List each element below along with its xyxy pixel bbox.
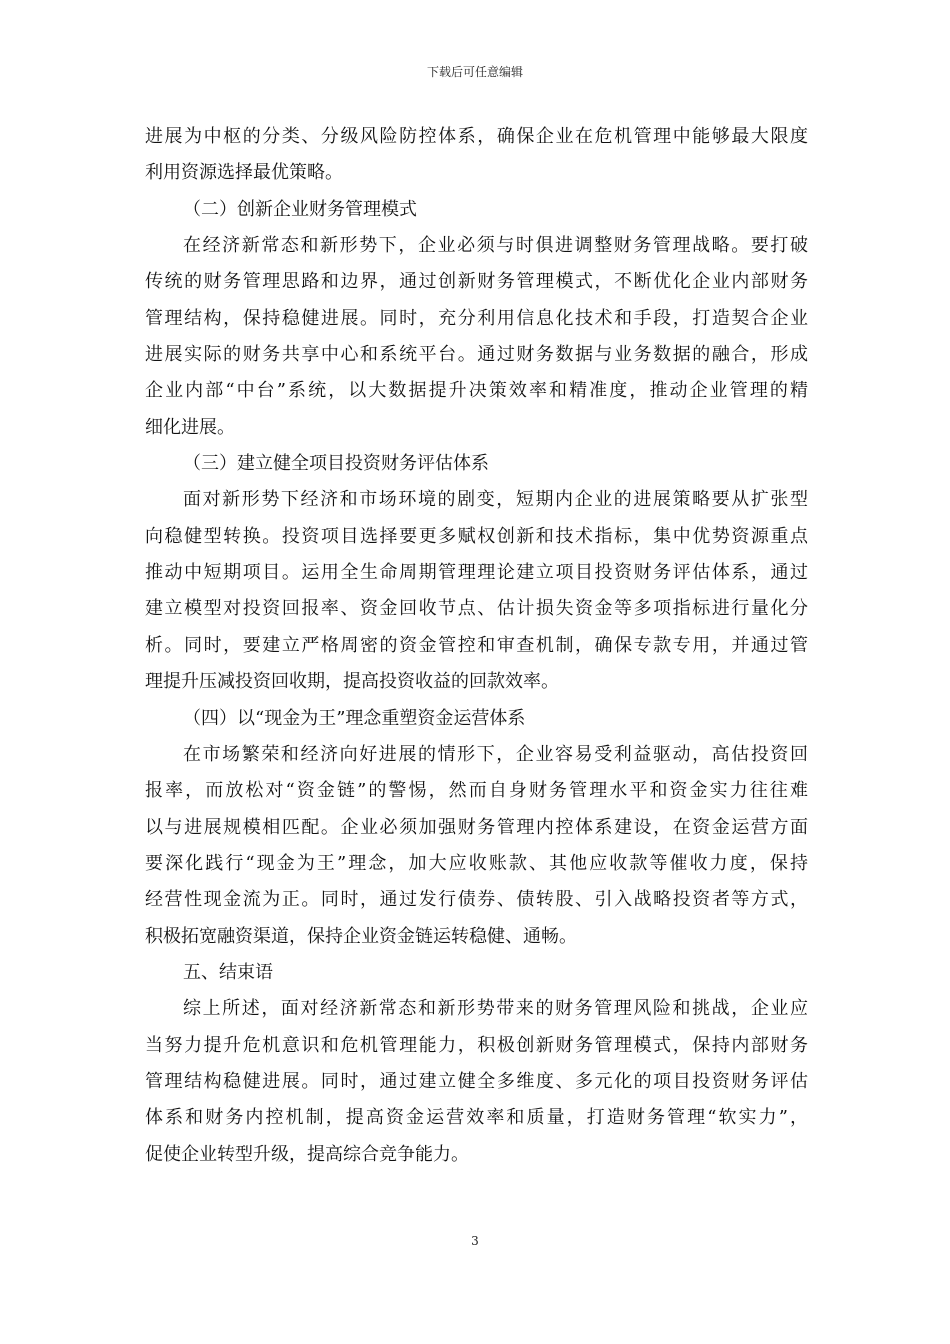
- text-line: 进展实际的财务共享中心和系统平台。通过财务数据与业务数据的融合，形成: [145, 344, 808, 366]
- section-heading-3: [145, 446, 808, 482]
- text-line: 析。同时，要建立严格周密的资金管控和审查机制，确保专款专用，并通过管: [145, 634, 808, 656]
- text-line: 管理结构稳健进展。同时，通过建立健全多维度、多元化的项目投资财务评估: [145, 1070, 808, 1092]
- heading-text: （二）创新企业财务管理模式: [183, 198, 417, 220]
- text-line: 积极拓宽融资渠道，保持企业资金链运转稳健、通畅。: [145, 925, 577, 947]
- section-heading-5: [145, 955, 808, 991]
- text-line: 面对新形势下经济和市场环境的剧变，短期内企业的进展策略要从扩张型: [183, 489, 808, 511]
- paragraph-innovation: [145, 228, 808, 446]
- section-heading-4: [145, 701, 808, 737]
- paragraph-continuation: [145, 119, 808, 192]
- text-line: 体系和财务内控机制，提高资金运营效率和质量，打造财务管理“软实力”，: [145, 1107, 808, 1129]
- text-line: 要深化践行“现金为王”理念，加大应收账款、其他应收款等催收力度，保持: [145, 852, 808, 874]
- text-line: 建立模型对投资回报率、资金回收节点、估计损失资金等多项指标进行量化分: [145, 598, 808, 620]
- text-line: 在经济新常态和新形势下，企业必须与时俱进调整财务管理战略。要打破: [183, 235, 808, 257]
- paragraph-conclusion: [145, 991, 808, 1173]
- text-line: 经营性现金流为正。同时，通过发行债券、债转股、引入战略投资者等方式，: [145, 889, 808, 911]
- paragraph-cash: [145, 737, 808, 955]
- text-line: 在市场繁荣和经济向好进展的情形下，企业容易受利益驱动，高估投资回: [183, 743, 808, 765]
- paragraph-investment: [145, 482, 808, 700]
- text-line: 进展为中枢的分类、分级风险防控体系，确保企业在危机管理中能够最大限度: [145, 126, 808, 147]
- text-line: 企业内部“中台”系统，以大数据提升决策效率和精准度，推动企业管理的精: [145, 380, 808, 402]
- page-header: 下载后可任意编辑: [426, 65, 523, 79]
- text-line: 报率，而放松对“资金链”的警惕，然而自身财务管理水平和资金实力往往难: [145, 780, 808, 802]
- section-heading-2: [145, 192, 808, 228]
- text-line: 利用资源选择最优策略。: [145, 162, 343, 184]
- heading-text: 五、结束语: [183, 961, 273, 983]
- text-line: 向稳健型转换。投资项目选择要更多赋权创新和技术指标，集中优势资源重点: [145, 525, 808, 547]
- text-line: 促使企业转型升级，提高综合竞争能力。: [145, 1143, 469, 1165]
- document-body: [145, 119, 808, 1173]
- text-line: 以与进展规模相匹配。企业必须加强财务管理内控体系建设，在资金运营方面: [145, 816, 808, 838]
- text-line: 综上所述，面对经济新常态和新形势带来的财务管理风险和挑战，企业应: [183, 998, 808, 1020]
- text-line: 细化进展。: [145, 416, 235, 438]
- text-line: 传统的财务管理思路和边界，通过创新财务管理模式，不断优化企业内部财务: [145, 271, 808, 293]
- text-line: 理提升压减投资回收期，提高投资收益的回款效率。: [145, 671, 559, 693]
- page-number: 3: [471, 1234, 479, 1248]
- heading-text: （四）以“现金为王”理念重塑资金运营体系: [183, 707, 526, 729]
- text-line: 推动中短期项目。运用全生命周期管理理论建立项目投资财务评估体系，通过: [145, 562, 808, 584]
- text-line: 当努力提升危机意识和危机管理能力，积极创新财务管理模式，保持内部财务: [145, 1034, 808, 1056]
- text-line: 管理结构，保持稳健进展。同时，充分利用信息化技术和手段，打造契合企业: [145, 307, 808, 329]
- heading-text: （三）建立健全项目投资财务评估体系: [183, 453, 489, 475]
